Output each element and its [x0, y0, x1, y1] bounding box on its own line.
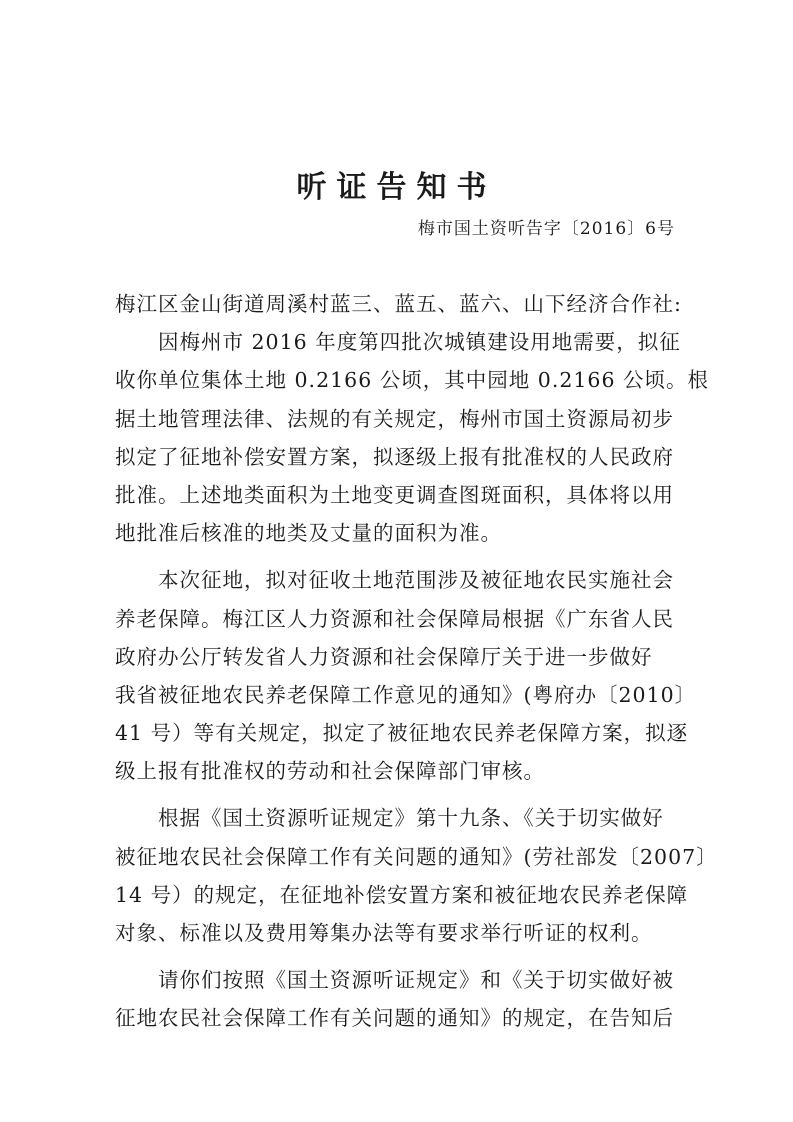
document-number: 梅市国土资听告字〔2016〕6号	[417, 219, 675, 239]
paragraph-3	[115, 799, 718, 952]
paragraph-1	[115, 323, 710, 552]
paragraph-line: 政府办公厅转发省人力资源和社会保障厅关于进一步做好	[115, 644, 653, 669]
addressee: 梅江区金山街道周溪村蓝三、蓝五、蓝六、山下经济合作社:	[115, 292, 682, 316]
paragraph-line: 41 号）等有关规定，拟定了被征地农民养老保障方案，拟逐	[115, 721, 689, 746]
paragraph-line: 被征地农民社会保障工作有关问题的通知》(劳社部发〔2007〕	[115, 844, 718, 869]
paragraph-line: 地批准后核准的地类及丈量的面积为准。	[115, 521, 502, 546]
document-body	[115, 285, 718, 1038]
document-title: 听证告知书	[296, 170, 497, 205]
paragraph-line: 我省被征地农民养老保障工作意见的通知》(粤府办〔2010〕	[115, 682, 697, 707]
paragraph-line: 批准。上述地类面积为土地变更调查图斑面积，具体将以用	[115, 482, 674, 507]
paragraph-line: 14 号）的规定，在征地补偿安置方案和被征地农民养老保障	[115, 882, 689, 907]
paragraph-line: 本次征地，拟对征收土地范围涉及被征地农民实施社会	[158, 568, 674, 593]
paragraph-line: 因梅州市 2016 年度第四批次城镇建设用地需要，拟征	[158, 330, 681, 355]
paragraph-2	[115, 561, 697, 790]
paragraph-line: 对象、标准以及费用筹集办法等有要求举行听证的权利。	[115, 921, 653, 945]
paragraph-line: 拟定了征地补偿安置方案，拟逐级上报有批准权的人民政府	[115, 444, 674, 469]
paragraph-4	[115, 961, 690, 1037]
paragraph-line: 级上报有批准权的劳动和社会保障部门审核。	[115, 759, 545, 784]
paragraph-line: 征地农民社会保障工作有关问题的通知》的规定，在告知后	[115, 1006, 674, 1031]
paragraph-line: 据土地管理法律、法规的有关规定，梅州市国土资源局初步	[115, 406, 674, 431]
paragraph-line: 请你们按照《国土资源听证规定》和《关于切实做好被	[158, 968, 674, 993]
paragraph-line: 根据《国土资源听证规定》第十九条、《关于切实做好	[158, 806, 664, 831]
paragraph-line: 收你单位集体土地 0.2166 公顷，其中园地 0.2166 公顷。根	[115, 368, 710, 393]
paragraph-line: 养老保障。梅江区人力资源和社会保障局根据《广东省人民	[115, 606, 674, 631]
